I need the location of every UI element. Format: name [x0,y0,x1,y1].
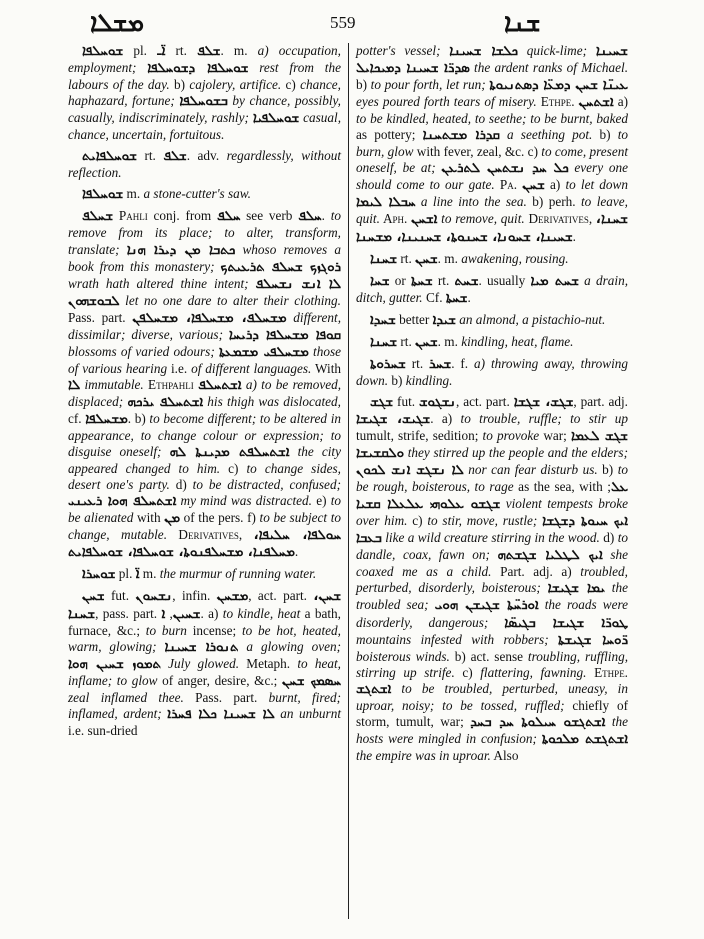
gloss-italic: troubling, ruffling, stirring up strife. [356,648,629,680]
grammar-term: Aph. [379,211,408,227]
gloss-italic: to be hot, heated, warm, glowing; [68,622,341,654]
syriac-word: ܫܚܢܐ، ܫܚܝܢܐ، ܫܚܘܢܐ، ܫܚܢܘܬܐ، ܫܚܢܝܢܐ، ܡܫܚܢܐ [356,212,628,245]
gloss-italic: to trouble, ruffle; to stir up [460,410,628,426]
syriac-word: ܢܫܓܘܫ [419,394,456,410]
syriac-word: ܐܫܬܚܠܦܬ ܡܕܝܢܬܐ ܠܗ [169,445,290,461]
syriac-word: ܫܝܕܐ [432,312,456,328]
gloss-italic: to remove, quit. [437,211,525,227]
gloss-italic: those of various hearing [68,343,341,376]
syriac-word: ܐܫܬܚܢ [578,95,614,111]
syriac-word: ܫܘܚܠܦܐ ܕܫܘܚܠܦܐ [147,61,249,77]
dictionary-entry [68,43,341,143]
syriac-word: ܫܓܫ [370,394,394,410]
gloss-italic: to change sides, desert one's party. [68,461,341,493]
entry-text: of the pers. f) [180,510,260,526]
entry-text: i.e. [167,360,192,376]
syriac-word: ܐܝܟ ܠܛܠܝܐ ܫܓܫܬܗ [497,548,603,564]
syriac-word: ܫܓܫܘ ܥܠܘܗܝ ܥܠܥܠܐ ܩܫܝܐ [356,497,501,513]
running-head-left: ܡܫܠܐ [90,8,144,37]
syriac-word: ܫܠܦ [163,149,187,165]
entry-continuation [356,43,628,246]
grammar-term: Ethpahli [143,376,194,392]
right-column [356,43,628,769]
syriac-word: ܩܕܪܐ ܡܫܬܚܢܐ [422,128,500,144]
gloss-italic: to be subject to change, mutable. [68,510,342,543]
entry-text: . [294,544,299,560]
gloss-italic: potter's vessel; [356,43,450,58]
gloss-italic: to be alienated [68,493,341,526]
gloss-italic: wrath hath altered thine intent; [68,275,256,291]
gloss-italic: awakening, rousing. [461,250,569,266]
gloss-italic: kindling. [405,372,453,388]
gloss-italic: quick-lime; [517,43,596,58]
gloss-italic: July glowed. [160,655,240,671]
entry-text: , part. adj. [573,393,628,409]
gloss-italic: blossoms of varied odours; [68,343,219,359]
dictionary-entry [356,394,628,764]
entry-text: . m. [437,333,462,349]
entry-text: b) [173,77,190,93]
syriac-word: ܟܬܒܐ ܡܢ ܕܝܪܐ ܗܢܐ [126,242,236,258]
gloss-italic: different, dissimilar; diverse, various; [68,309,342,342]
entry-text: . a) [200,605,223,621]
gloss-italic: to come, present oneself, be at; [356,144,629,176]
gloss-italic: a glowing oven; [238,638,341,654]
gloss-italic: a stone-cutter's saw. [143,186,251,202]
entry-text: , act. part. [455,393,514,409]
gloss-italic: casual, chance, uncertain, fortuitous. [68,110,342,143]
syriac-word: ܫܚܬ ܡܝܐ [530,273,579,289]
gloss-italic: to leave, quit. [356,194,628,227]
syriac-word: ܫܘܚܠܦܝܐ [252,111,300,127]
gloss-italic: the murmur of running water. [159,566,317,582]
entry-text: . [572,228,576,244]
syriac-word: ܡܢ [164,511,181,527]
gloss-italic: eyes poured forth tears of misery. [356,94,537,110]
entry-text: as the sea, with [513,479,608,495]
syriac-word: ܪ̈ܘܚܐ ܫܓܝܫܬܐ [558,632,628,648]
dictionary-entry [356,312,628,329]
gloss-italic: my mind was distracted. [176,493,312,509]
entry-text: Pass. part. [183,689,269,705]
syriac-word: ܫܘܚܪܐ [82,567,116,583]
gloss-italic: the empire was in uproar. [356,747,491,763]
dictionary-entry [356,334,628,351]
syriac-word: ܫܚܬܐ [411,273,433,289]
grammar-term: Derivatives [167,527,239,543]
entry-text: rt. [397,250,416,266]
grammar-term: Pahli [113,208,148,224]
gloss-italic: to burn, glow [356,127,628,160]
gloss-italic: burnt, fired; inflamed, ardent; [68,689,341,721]
syriac-word: ܫܚܝܢ [172,606,201,622]
gloss-italic: to be kindled, heated, to seethe; to be burnt, baked [356,111,628,127]
entry-text: or [389,272,412,288]
syriac-word: ܐܫܬܚܠܦ [198,377,242,393]
syriac-word: ܫܚܬܐ [445,290,468,306]
gloss-italic: to be distracted, confused; [192,477,341,493]
gloss-italic: a) occupation, employment; [68,43,341,76]
syriac-word: ܥܠ [610,480,628,496]
syriac-word: ܫܘܚܠܦܐ [82,44,124,59]
entry-text: cf. [68,410,86,426]
syriac-word: ܐܫܬܓܫܘ ܚܝܠܘܬܐ ܚܕ ܒܚܕ [470,714,606,730]
gloss-italic: the hosts were mingled in confusion; [356,713,629,746]
entry-text: c) [454,664,481,680]
syriac-word: ܐܫܬܓܫܬ ܡܠܟܘܬܐ [541,731,628,747]
gloss-italic: kindling, heat, flame. [461,333,574,349]
dictionary-entry [68,208,341,561]
syriac-word: ܡܫܚܢ [216,589,249,605]
entry-text: b) act. sense [449,648,528,664]
entry-text: rt. [405,355,430,371]
entry-text: b) [592,127,618,143]
entry-text: fut. [104,588,136,604]
gloss-italic: every one should come to our gate. [356,160,629,193]
gloss-italic: violent tempests broke over him. [356,496,628,529]
entry-text: rt. [432,272,455,288]
gloss-italic: nor can fear disturb us. [463,462,598,478]
syriac-word: ܒܫܘܚܠܦܐ [179,94,228,110]
dictionary-entry [68,588,341,738]
page-number: 559 [330,13,356,32]
syriac-word: ܬܡܘܙ ܫܚܝܢ ܗܘܐ [68,656,161,672]
entry-text: better [395,311,433,327]
syriac-word: ܐܫܬܚܠܦ ܗܘܐ ܪܥܝܢܝ [68,494,177,510]
gloss-italic: an almond, a pistachio-nut. [455,311,606,327]
gloss-italic: whoso removes a book from this monastery; [68,241,341,274]
entry-text: c) [281,77,301,93]
syriac-word: ܠܐ ܐܢܫ ܢܫܚܠܦ ܠܒܘܫܗܘܢ [68,276,341,309]
gloss-italic: regardlessly, without reflection. [68,148,341,181]
gloss-italic: a) throwing away, throwing down. [356,355,628,388]
gloss-italic: to stir, move, rustle; [427,513,543,529]
gloss-italic: a seething pot. [499,127,593,143]
syriac-word: ܐܝܟ ܚܝܘܬܐ ܕܫܓܫܐ ܒܥܒܐ [356,514,628,547]
gloss-italic: immutable. [80,376,144,392]
syriac-word: ܥܝܢ̈ܐ ܫܚܢ ܕܡܥ̈ܐ ܕܣܬܢܝܘܬܐ [489,78,629,94]
left-column [68,43,341,744]
syriac-word: ܚܘܠܦܐ، ܚܠܝܦܐ، ܡܚܠܦܢܐ، ܡܫܚܠܦܢܘܬܐ، ܫܘܚܠܦܐ، ܫܘܚܠܦܐܝܬ [68,528,342,561]
entry-text: c) [220,461,247,477]
syriac-word: ܟܠܫܐ ܫܚܝܢܐ [449,44,518,59]
gloss-italic: to be rough, boisterous, to rage [356,462,629,495]
entry-text: conj. from [147,208,218,224]
entry-text: . [321,208,331,224]
entry-text: rt. [165,43,198,58]
gloss-italic: cajolery, artifice. [189,77,282,93]
grammar-term: Derivatives [524,211,589,227]
entry-text: With [311,360,341,376]
syriac-word: ܫܚܠܦ [82,209,114,225]
entry-text: a bath, furnace, &c.; [68,605,341,638]
syriac-word: ܫܘܚܠܦܐܝܬ [82,149,137,165]
entry-text: Pass. part. [68,309,133,325]
syriac-word: ܚܒܠܐ ܠܝܡܐ [356,195,416,211]
dictionary-entry [68,186,341,203]
gloss-italic: rest from the labours of the day. [68,60,341,93]
entry-text: Also [490,747,519,763]
entry-text: . [467,289,471,305]
entry-text: . b) [127,410,150,426]
dictionary-entry [356,251,628,268]
syriac-word: ܫܚܬ [454,273,479,289]
entry-text: war; [539,427,572,443]
gloss-italic: she coaxed me as a child. [356,547,628,580]
gloss-italic: they stirred up the people and the elders; [404,445,628,461]
entry-text: , pass. part. [95,605,162,621]
dictionary-entry [356,273,628,307]
gloss-italic: to burn [145,622,187,638]
grammar-term: Ethpe. [586,664,628,680]
syriac-word: ܢܫܚܘܢ [135,589,173,605]
syriac-word: ܫܚܢ [415,251,438,267]
gloss-italic: to remove from its place; to alter, transform, translate; [68,208,341,257]
syriac-word: ܣܕܪ̈ܐ ܫܚܝܢܐ ܕܡܝܟܐܝܠ [356,61,470,77]
gloss-italic: the ardent ranks of Michael. [469,60,629,76]
gloss-italic: a line into the sea. [415,194,527,210]
syriac-word: ܐ̈ [135,567,140,583]
syriac-word: ܫܠܦ [197,44,221,59]
entry-text: . a) [430,410,461,426]
syriac-word: ܬܢܘܪܐ ܫܚܝܢܐ [164,639,239,655]
syriac-word: ܠܐ ܫܚܝܢܐ ܟܠܐ ܦܚܪܐ [167,706,275,722]
entry-text: Cf. [422,289,446,305]
entry-text: , [588,211,596,227]
syriac-word: ܫܚܪܘܬܐ [370,356,406,372]
syriac-word: ܫܚܢ [522,178,545,194]
syriac-word: ܡܫܚܠܦܝ ܡܫܡܥܬܐ [218,344,309,360]
entry-text: Metaph. [239,655,298,671]
syriac-word: ܫܚܪ [429,356,452,372]
entry-text: , act. part. [248,588,314,604]
syriac-word: ܐܫܚܢ [411,212,438,228]
gloss-italic: chance, haphazard, fortune; [68,77,341,109]
syriac-word: ܫܚܕܐ [370,312,396,328]
gloss-italic: an unburnt [274,705,342,721]
syriac-word: ܠܐ ܢܫܓܫ ܐܢܫ ܠܟܘܢ [356,463,464,479]
gloss-italic: let no one dare to alter their clothing. [119,292,341,308]
running-head-right: ܫܢܐ [504,8,541,37]
gloss-italic: to heat, inflame; to glow [68,655,341,688]
syriac-word: ܫܓܫ، ܫܓܫܐ [513,394,574,410]
entry-text: c) [407,513,428,529]
gloss-italic: a) to be removed, displaced; [68,376,342,409]
entry-text: pl. [115,566,136,582]
entry-text: . adv. [186,148,227,164]
syriac-word: ܫܚܝܢܐ [595,44,628,59]
entry-text: m. [139,566,160,582]
gloss-italic: like a wild creature stirring in the wood. [381,530,600,546]
syriac-word: ܫܚܢ [82,589,105,605]
gloss-italic: the troubled sea; [356,580,628,613]
entry-text: m. [123,186,144,202]
syriac-word: ܫܚܢܐ [370,251,398,267]
gloss-italic: a drain, ditch, gutter. [356,272,629,305]
gloss-italic: troubled, perturbed, disorderly, boisterous; [356,564,628,596]
entry-text: rt. [397,333,416,349]
entry-text: fut. [393,393,420,409]
entry-text: d) [599,530,618,546]
entry-text: i.e. sun-dried [68,722,138,738]
grammar-term: Ethpe. [536,94,575,110]
entry-text: a) [613,94,628,110]
gloss-italic: to be troubled, perturbed, uneasy, in uproar, noisy; to be tossed, ruffled; [356,680,628,713]
syriac-word: ܫܚܢܐ [370,334,398,350]
syriac-word: ܟܠ ܚܕ ܢܫܬܚܢ ܠܬܪܥܢ [441,161,569,177]
gloss-italic: of different languages. [191,360,312,376]
gloss-italic: the roads were disorderly, dangerous; [356,597,628,630]
syriac-word: ܐܘܪܚ̈ܬܐ ܫܓܝܫܢ ܗܘܝ [434,598,539,614]
entry-text: b) [597,462,618,478]
syriac-word: ܠܐ [68,377,81,393]
entry-text: , infin. [172,588,217,604]
entry-text: e) [312,493,331,509]
entry-text: d) [169,477,193,493]
gloss-italic: mountains infested with robbers; [356,631,559,647]
syriac-word: ܚܣܡܟ ܫܚܢ [281,673,341,689]
gloss-italic: zeal inflamed thee. [68,689,184,705]
entry-text: with [133,510,165,526]
syriac-word: ܫܓܝܫ، ܫܓܝܫܐ [356,411,431,427]
entry-text: with fever, zeal, &c. c) [413,144,542,160]
gloss-italic: boisterous winds. [356,648,450,664]
entry-text: tumult, strife, sedition; [356,427,483,443]
entry-text: . usually [478,272,531,288]
dictionary-entry [68,148,341,181]
entry-text: , [238,527,254,543]
grammar-term: Pa. [494,177,518,193]
entry-text: b) [356,77,371,93]
entry-text: rt. [136,148,164,164]
syriac-word: ܫܘܚܠܦܐ [82,187,124,203]
syriac-word: ܐ [161,606,166,622]
syriac-word: ܪܘܓܙܟ ܫܚܠܦ ܬܪܥܝܬܟ [220,259,341,275]
syriac-word: ܡܫܚܠܦ، ܡܫܚܠܦܐ، ܡܫܚܠܦܢ [132,310,287,326]
syriac-word: ܫܓܫ ܠܥܡܐ ܘܠܩܫܝܫܐ [356,428,628,462]
syriac-word: ܝܡܐ ܫܓܝܫܐ [547,581,606,597]
gloss-italic: to dandle, coax, fawn on; [356,530,628,563]
syriac-word: ܐ̈ـ [157,44,166,59]
entry-text: of anger, desire, &c.; [157,672,282,688]
entry-text: Part. adj. a) [491,564,581,580]
syriac-word: ܫܚܢ، ܫܚܢܐ [68,589,342,622]
entry-text: . m. [220,43,258,58]
entry-text: incense; [186,622,242,638]
syriac-word: ܚܠܦ [217,209,241,225]
syriac-word: ܩܘܦܐ ܡܫܚܠܦܐ ܕܪܝܚܐ [228,327,341,343]
entry-text: see verb [240,208,299,224]
gloss-italic: the city appeared changed to him. [68,444,341,477]
syriac-word: ܡܫܚܠܦܐ [85,411,128,427]
gloss-italic: to pour forth, let run; [370,77,490,93]
gloss-italic: his thigh was dislocated, [203,393,341,409]
syriac-word: ܫܚܐ [370,273,390,289]
entry-text: as pottery; [356,127,423,143]
entry-text: a) [544,177,566,193]
dictionary-entry [68,566,341,583]
column-divider [348,43,349,919]
gloss-italic: to let down [565,177,629,193]
entry-text: . f. [451,355,475,371]
entry-text: , [165,605,173,621]
entry-text: . m. [437,250,462,266]
gloss-italic: to provoke [482,427,540,443]
entry-text: chiefly of storm, tumult, war; [356,697,628,729]
syriac-word: ܐܫܬܓܫ [356,681,392,697]
gloss-italic: flattering, fawning. [480,664,587,680]
syriac-word: ܫܚܢ [415,334,438,350]
entry-text: b) [388,372,406,388]
entry-text: ; [607,479,611,495]
entry-text: b) perh. [526,194,581,210]
syriac-word: ܚܠܦ [298,209,322,225]
gloss-italic: by chance, possibly, casually, indiscriminately, rashly; [68,93,341,126]
entry-text: pl. [123,43,158,58]
gloss-italic: to kindle, heat [222,605,301,621]
dictionary-entry [356,356,628,389]
gloss-italic: to become different; to be altered in appearance, to change colour or expression; to disguise oneself; [68,410,342,460]
syriac-word: ܛܘܪ̈ܐ ܫܓܝܫܐ ܒܓܝܣ̈ܐ [504,615,628,631]
syriac-word: ܐܫܬܚܠܦ ܝܪܟܗ [127,394,204,410]
